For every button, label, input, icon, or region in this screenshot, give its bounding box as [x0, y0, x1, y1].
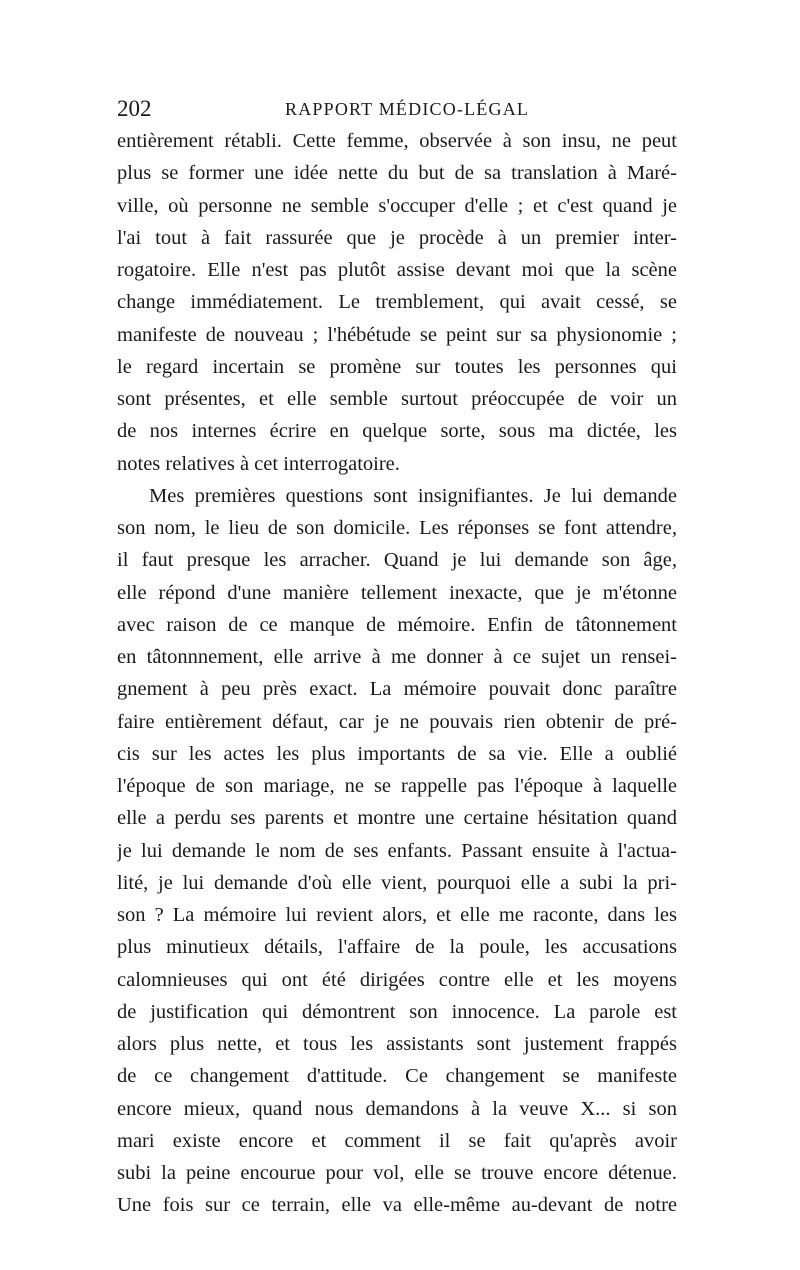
text-line: cis sur les actes les plus importants de sa vie. Elle a oublié — [117, 742, 677, 765]
text-line: de ce changement d'attitude. Ce changement se manifeste — [117, 1065, 677, 1088]
text-line: mari existe encore et comment il se fait qu'après avoir — [117, 1129, 677, 1152]
text-line: elle répond d'une manière tellement inexacte, que je m'étonne — [117, 581, 677, 604]
text-line: plus se former une idée nette du but de sa translation à Maré- — [117, 162, 677, 185]
text-line: Une fois sur ce terrain, elle va elle-même au-devant de notre — [117, 1194, 677, 1217]
text-line: il faut presque les arracher. Quand je lui demande son âge, — [117, 549, 677, 572]
text-line: son nom, le lieu de son domicile. Les réponses se font attendre, — [117, 517, 677, 539]
text-line: de nos internes écrire en quelque sorte, sous ma dictée, les — [117, 420, 677, 443]
text-line: gnement à peu près exact. La mémoire pouvait donc paraître — [117, 678, 677, 701]
text-line: ville, où personne ne semble s'occuper d'elle ; et c'est quand je — [117, 194, 677, 217]
text-line: avec raison de ce manque de mémoire. Enfin de tâtonnement — [117, 613, 677, 636]
paragraph-end-line: notes relatives à cet interrogatoire. — [117, 452, 400, 475]
text-line: change immédiatement. Le tremblement, qui avait cessé, se — [117, 291, 677, 314]
paragraph-start-line: Mes premières questions sont insignifiantes. Je lui demande — [149, 484, 677, 507]
page-number: 202 — [117, 96, 152, 121]
text-line: manifeste de nouveau ; l'hébétude se peint sur sa physionomie ; — [117, 323, 677, 346]
text-line: l'époque de son mariage, ne se rappelle pas l'époque à laquelle — [117, 775, 677, 797]
text-line: faire entièrement défaut, car je ne pouvais rien obtenir de pré- — [117, 710, 677, 733]
text-line: calomnieuses qui ont été dirigées contre elle et les moyens — [117, 968, 677, 991]
text-line: son ? La mémoire lui revient alors, et elle me raconte, dans les — [117, 904, 677, 926]
body-text — [117, 125, 677, 1222]
text-line: elle a perdu ses parents et montre une certaine hésitation quand — [117, 807, 677, 830]
running-title: RAPPORT MÉDICO-LÉGAL — [285, 99, 530, 119]
text-line: l'ai tout à fait rassurée que je procède à un premier inter- — [117, 226, 677, 249]
text-line: de justification qui démontrent son innocence. La parole est — [117, 1000, 677, 1023]
text-line: entièrement rétabli. Cette femme, observée à son insu, ne peut — [117, 130, 677, 152]
text-line: je lui demande le nom de ses enfants. Passant ensuite à l'actua- — [117, 839, 677, 862]
text-line: en tâtonnnement, elle arrive à me donner à ce sujet un rensei- — [117, 646, 677, 668]
text-line: encore mieux, quand nous demandons à la veuve X... si son — [117, 1097, 677, 1120]
text-line: le regard incertain se promène sur toutes les personnes qui — [117, 355, 677, 378]
text-line: subi la peine encourue pour vol, elle se trouve encore détenue. — [117, 1162, 677, 1184]
text-line: plus minutieux détails, l'affaire de la poule, les accusations — [117, 936, 677, 959]
text-line: sont présentes, et elle semble surtout préoccupée de voir un — [117, 388, 677, 410]
text-line: lité, je lui demande d'où elle vient, pourquoi elle a subi la pri- — [117, 871, 677, 894]
running-header — [117, 94, 677, 124]
text-line: alors plus nette, et tous les assistants sont justement frappés — [117, 1033, 677, 1055]
text-line: rogatoire. Elle n'est pas plutôt assise devant moi que la scène — [117, 259, 677, 281]
